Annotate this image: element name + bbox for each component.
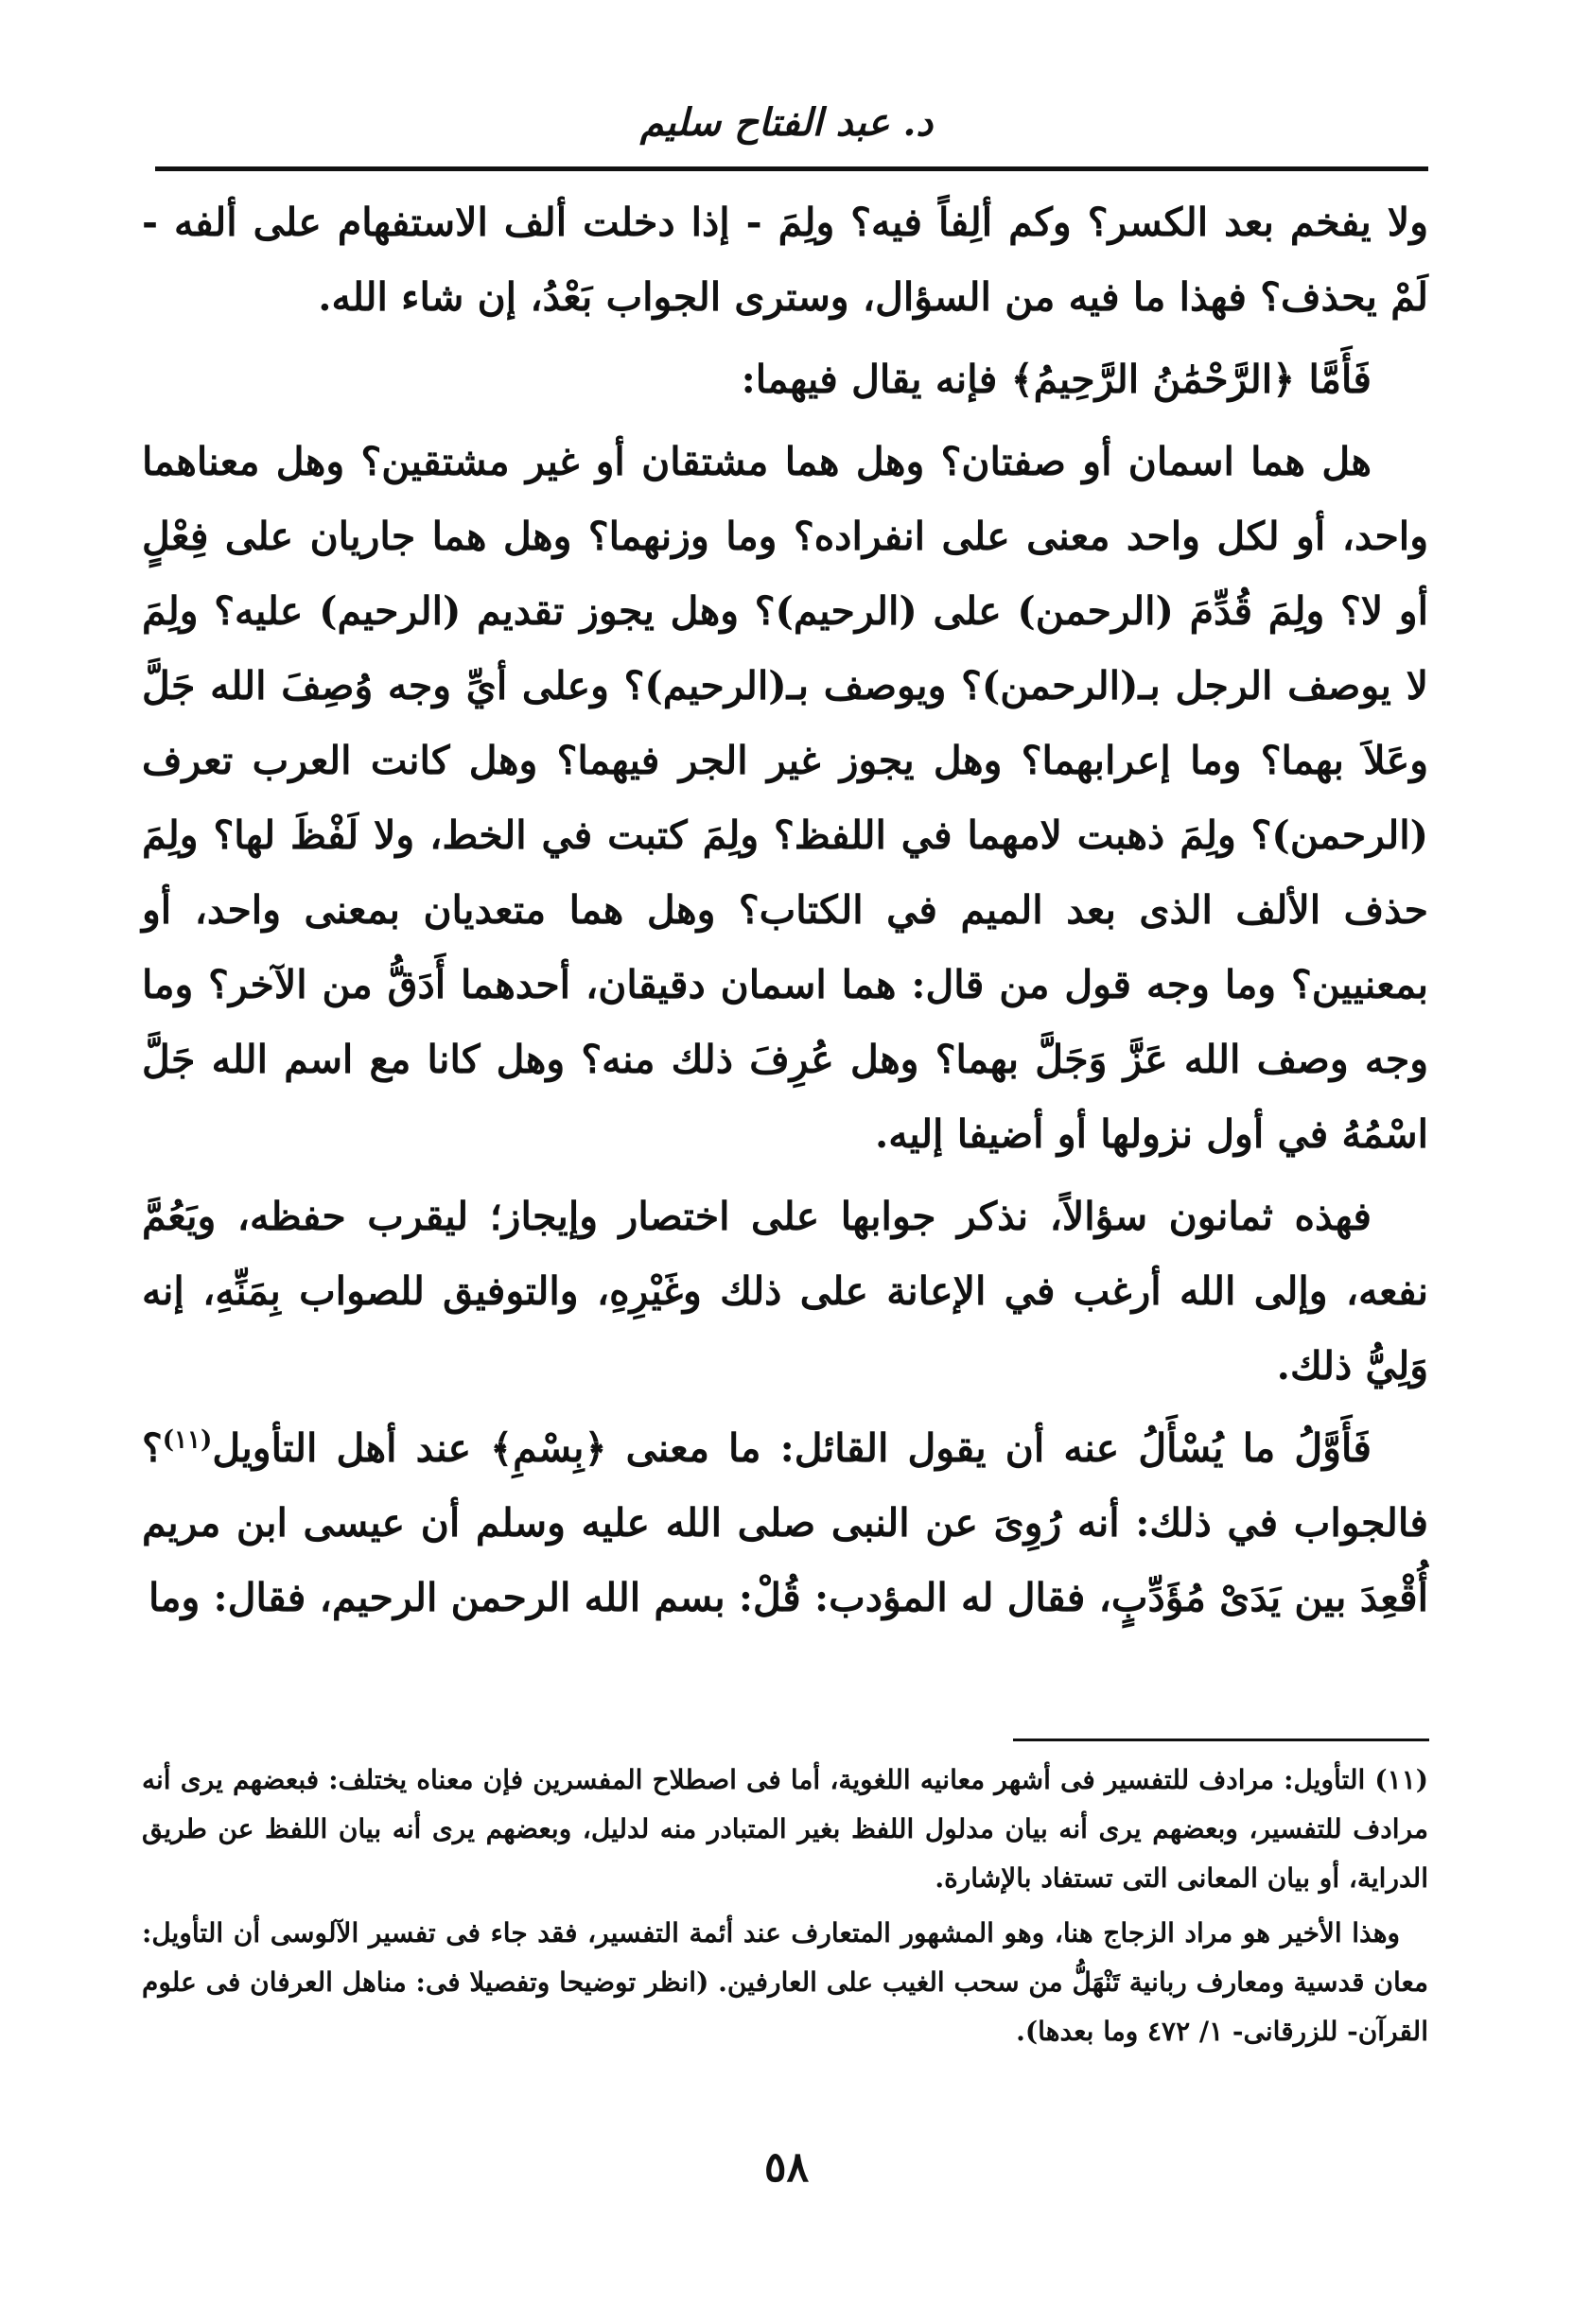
header-divider	[155, 166, 1428, 171]
paragraph-5-end: ؟ فالجواب في ذلك: أنه رُوِىَ عن النبى صلى الله عليه وسلم أن عيسى ابن مريم أُقْعِدَ بين يَدَىْ مُؤَدِّبٍ، فقال له المؤدب: قُلْ: بسم الله الرحمن الرحيم، فقال: وما	[142, 1425, 1428, 1620]
footnote-11: (١١) التأويل: مرادف للتفسير فى أشهر معانيه اللغوية، أما فى اصطلاح المفسرين فإن معناه يختلف: فبعضهم يرى أنه مرادف للتفسير، وبعضهم يرى أنه بيان مدلول اللفظ بغير المتبادر منه لدليل، وبعضهم يرى أنه بيان اللفظ عن طريق الدراية، أو بيان المعانى التى تستفاد بالإشارة.	[142, 1764, 1428, 1894]
paragraph-5-start: فَأَوَّلُ ما يُسْأَلُ عنه أن يقول القائل: ما معنى ﴿بِسْمِ﴾ عند أهل التأويل	[212, 1425, 1372, 1471]
footnote-divider	[1013, 1739, 1429, 1741]
paragraph-2: فَأَمَّا ﴿الرَّحْمَٰنُ الرَّحِيمُ﴾ فإنه يقال فيهما:	[741, 357, 1372, 402]
paragraph-1: ولا يفخم بعد الكسر؟ وكم ألِفاً فيه؟ ولِمَ - إذا دخلت ألف الاستفهام على ألفه - لَمْ يحذف؟ فهذا ما فيه من السؤال، وسترى الجواب بَعْدُ، إن شاء الله.	[142, 200, 1428, 320]
footnote-reference: (١١)	[162, 1425, 213, 1455]
running-title: د. عبد الفتاح سليم	[639, 100, 934, 145]
paragraph-3: هل هما اسمان أو صفتان؟ وهل هما مشتقان أو غير مشتقين؟ وهل معناهما واحد، أو لكل واحد معنى على انفراده؟ وما وزنهما؟ وهل هما جاريان على فِعْلٍ أو لا؟ ولِمَ قُدِّمَ (الرحمن) على (الرحيم)؟ وهل يجوز تقديم (الرحيم) عليه؟ ولِمَ لا يوصف الرجل بـ(الرحمن)؟ ويوصف بـ(الرحيم)؟ وعلى أيِّ وجه وُصِفَ الله جَلَّ وعَلاَ بهما؟ وما إعرابهما؟ وهل يجوز غير الجر فيهما؟ وهل كانت العرب تعرف (الرحمن)؟ ولِمَ ذهبت لامهما في اللفظ؟ ولِمَ كتبت في الخط، ولا لَفْظَ لها؟ ولِمَ حذف الألف الذى بعد الميم في الكتاب؟ وهل هما متعديان بمعنى واحد، أو بمعنيين؟ وما وجه قول من قال: هما اسمان دقيقان، أحدهما أَدَقُّ من الآخر؟ وما وجه وصف الله عَزَّ وَجَلَّ بهما؟ وهل عُرِفَ ذلك منه؟ وهل كانا مع اسم الله جَلَّ اسْمُهُ في أول نزولها أو أضيفا إليه.	[142, 439, 1428, 1157]
footnote-11-continued: وهذا الأخير هو مراد الزجاج هنا، وهو المشهور المتعارف عند أئمة التفسير، فقد جاء فى تفسير الآلوسى أن التأويل: معان قدسية ومعارف ربانية تَنْهَلُّ من سحب الغيب على العارفين. (انظر توضيحا وتفصيلا فى: مناهل العرفان فى علوم القرآن- للزرقانى- ١/ ٤٧٢ وما بعدها).	[142, 1917, 1428, 2047]
paragraph-4: فهذه ثمانون سؤالاً، نذكر جوابها على اختصار وإيجاز؛ ليقرب حفظه، ويَعُمَّ نفعه، وإلى الله أرغب في الإعانة على ذلك وغَيْرِهِ، والتوفيق للصواب بِمَنِّهِ، إنه وَلِيُّ ذلك.	[142, 1194, 1428, 1389]
paragraph-5	[142, 1411, 1428, 1635]
footnotes	[142, 1756, 1428, 2062]
page-number: ٥٨	[763, 2143, 810, 2192]
main-text	[142, 185, 1428, 1643]
